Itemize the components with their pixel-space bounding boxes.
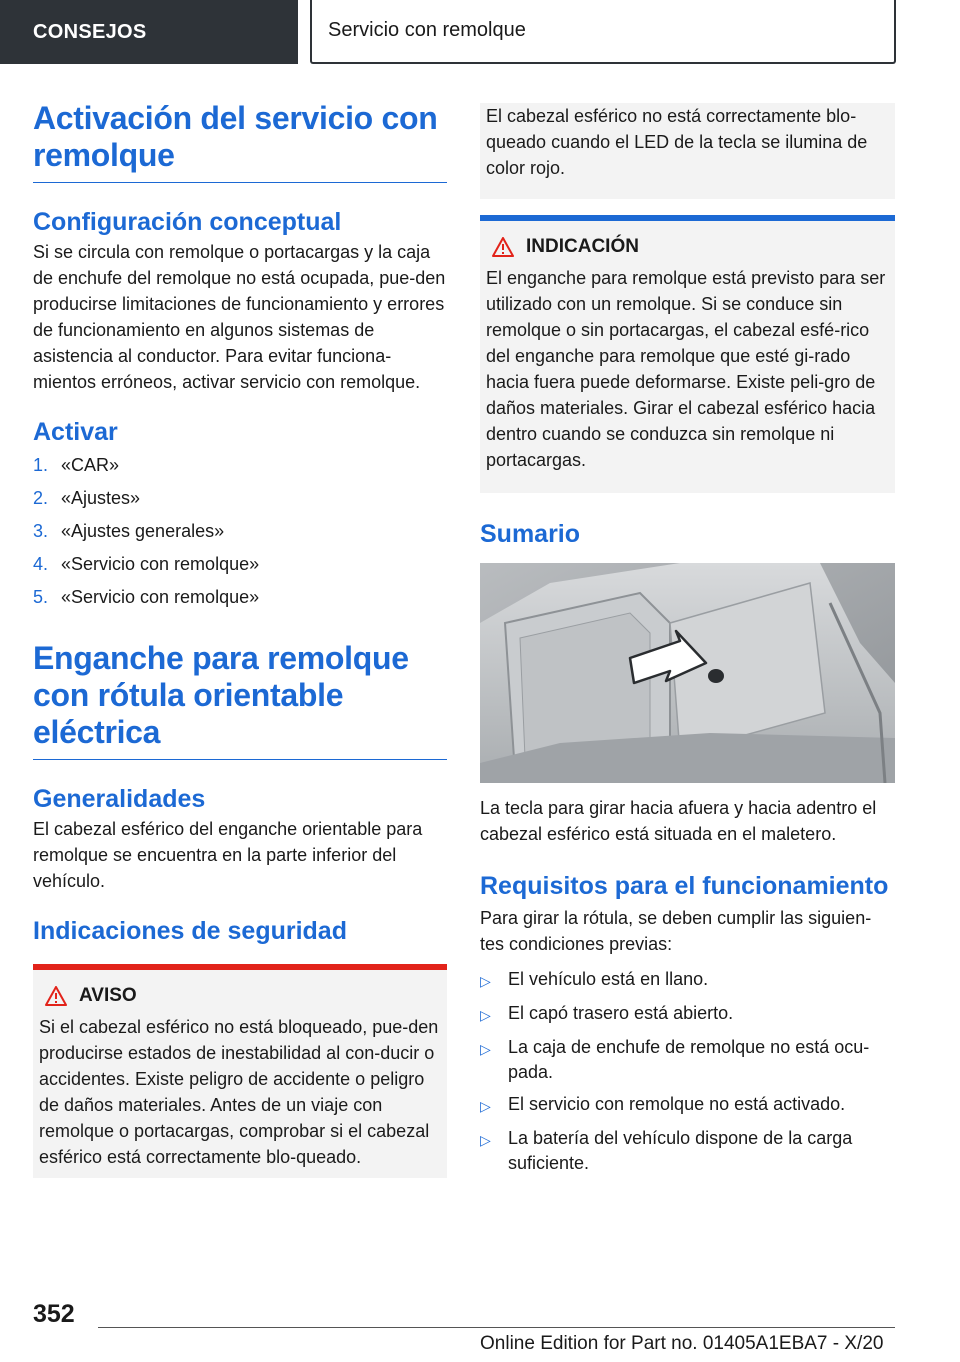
bullet-text: La batería del vehículo dispone de la carga suficiente.: [508, 1128, 853, 1173]
step-text: «Ajustes generales»: [61, 521, 225, 541]
section-tab: CONSEJOS: [0, 0, 298, 64]
step-number: 5.: [33, 587, 49, 607]
paragraph-requisitos: Para girar la rótula, se deben cumplir las siguien‐tes condiciones previas:: [480, 908, 872, 954]
triangle-bullet-icon: ▷: [480, 1007, 491, 1023]
section-heading-activacion: Activación del servicio con remolque: [33, 100, 447, 183]
aviso-label: AVISO: [79, 985, 137, 1006]
aviso-box-continued: [480, 103, 895, 199]
aviso-continued-text: El cabezal esférico no está correctamente blo‐queado cuando el LED de la tecla se ilumina de color rojo.: [486, 106, 868, 178]
trunk-photo: [480, 563, 895, 783]
aviso-box: [33, 970, 447, 1178]
aviso-text: Si el cabezal esférico no está bloqueado, pue‐den producirse estados de inestabilidad al con‐ducir o accidentes. Existe peligro de accidente o peligro de daños materiales. Antes de un viaje con remolque o portacargas, comprobar si el cabezal esférico está correctamente blo‐queado.: [39, 1017, 439, 1167]
heading-activar: Activar: [33, 418, 118, 446]
paragraph-configuracion: Si se circula con remolque o portacargas y la caja de enchufe del remolque no está ocupada, pue‐den producirse limitaciones de funcionamiento y errores de funcionamiento en algunos sistemas de asistencia al conductor. Para evitar funciona‐mientos erróneos, activar servicio con remolque.: [33, 242, 446, 392]
left-column: [33, 100, 447, 1178]
list-item: [33, 548, 447, 581]
paragraph-sumario: La tecla para girar hacia afuera y hacia adentro el cabezal esférico está situada en el maletero.: [480, 798, 877, 844]
triangle-bullet-icon: ▷: [480, 973, 491, 989]
list-item: [33, 515, 447, 548]
step-text: «CAR»: [61, 455, 120, 475]
heading-seguridad: Indicaciones de seguridad: [33, 917, 347, 945]
list-item: [33, 482, 447, 515]
conditions-list: [480, 967, 895, 1176]
page-number: 352: [33, 1300, 75, 1328]
chapter-title: Servicio con remolque: [310, 0, 896, 64]
list-item: [480, 1126, 895, 1176]
steps-list: [33, 449, 447, 614]
list-item: [480, 967, 895, 994]
triangle-bullet-icon: ▷: [480, 1132, 491, 1148]
step-number: 4.: [33, 554, 49, 574]
step-text: «Servicio con remolque»: [61, 587, 260, 607]
aviso-title: [45, 984, 441, 1008]
bullet-text: La caja de enchufe de remolque no está ocu‐pada.: [508, 1037, 870, 1082]
warning-icon: [45, 986, 67, 1006]
heading-generalidades: Generalidades: [33, 785, 206, 813]
list-item: [33, 449, 447, 482]
section-heading-enganche: Enganche para remolque con rótula orientable eléctrica: [33, 640, 447, 760]
step-text: «Servicio con remolque»: [61, 554, 260, 574]
triangle-bullet-icon: ▷: [480, 1041, 491, 1057]
list-item: [480, 1035, 895, 1085]
bullet-text: El servicio con remolque no está activado.: [508, 1094, 846, 1114]
step-number: 1.: [33, 455, 49, 475]
indicacion-label: INDICACIÓN: [526, 236, 639, 257]
warning-icon: [492, 237, 514, 257]
list-item: [33, 581, 447, 614]
indicacion-title: [492, 235, 889, 259]
heading-sumario: Sumario: [480, 520, 581, 548]
bullet-text: El capó trasero está abierto.: [508, 1003, 734, 1023]
heading-configuracion: Configuración conceptual: [33, 208, 342, 236]
edition-note: Online Edition for Part no. 01405A1EBA7 - X/20: [480, 1333, 884, 1354]
right-column: [480, 103, 895, 1183]
triangle-bullet-icon: ▷: [480, 1098, 491, 1114]
indicacion-box: [480, 221, 895, 493]
indicacion-text: El enganche para remolque está previsto para ser utilizado con un remolque. Si se conduce sin remolque o sin portacargas, el cabezal esfé‐rico del enganche para remolque que esté gi‐rado hacia fuera puede deformarse. Existe peli‐gro de daños materiales. Girar el cabezal esférico hacia dentro cuando se conduzca sin remolque ni portacargas.: [486, 268, 886, 470]
heading-requisitos: Requisitos para el funcionamiento: [480, 872, 889, 900]
footer-divider: [98, 1327, 895, 1328]
step-number: 3.: [33, 521, 49, 541]
step-number: 2.: [33, 488, 49, 508]
list-item: [480, 1092, 895, 1119]
paragraph-generalidades: El cabezal esférico del enganche orientable para remolque se encuentra en la parte inferior del vehículo.: [33, 819, 423, 891]
bullet-text: El vehículo está en llano.: [508, 969, 709, 989]
step-text: «Ajustes»: [61, 488, 141, 508]
list-item: [480, 1001, 895, 1028]
